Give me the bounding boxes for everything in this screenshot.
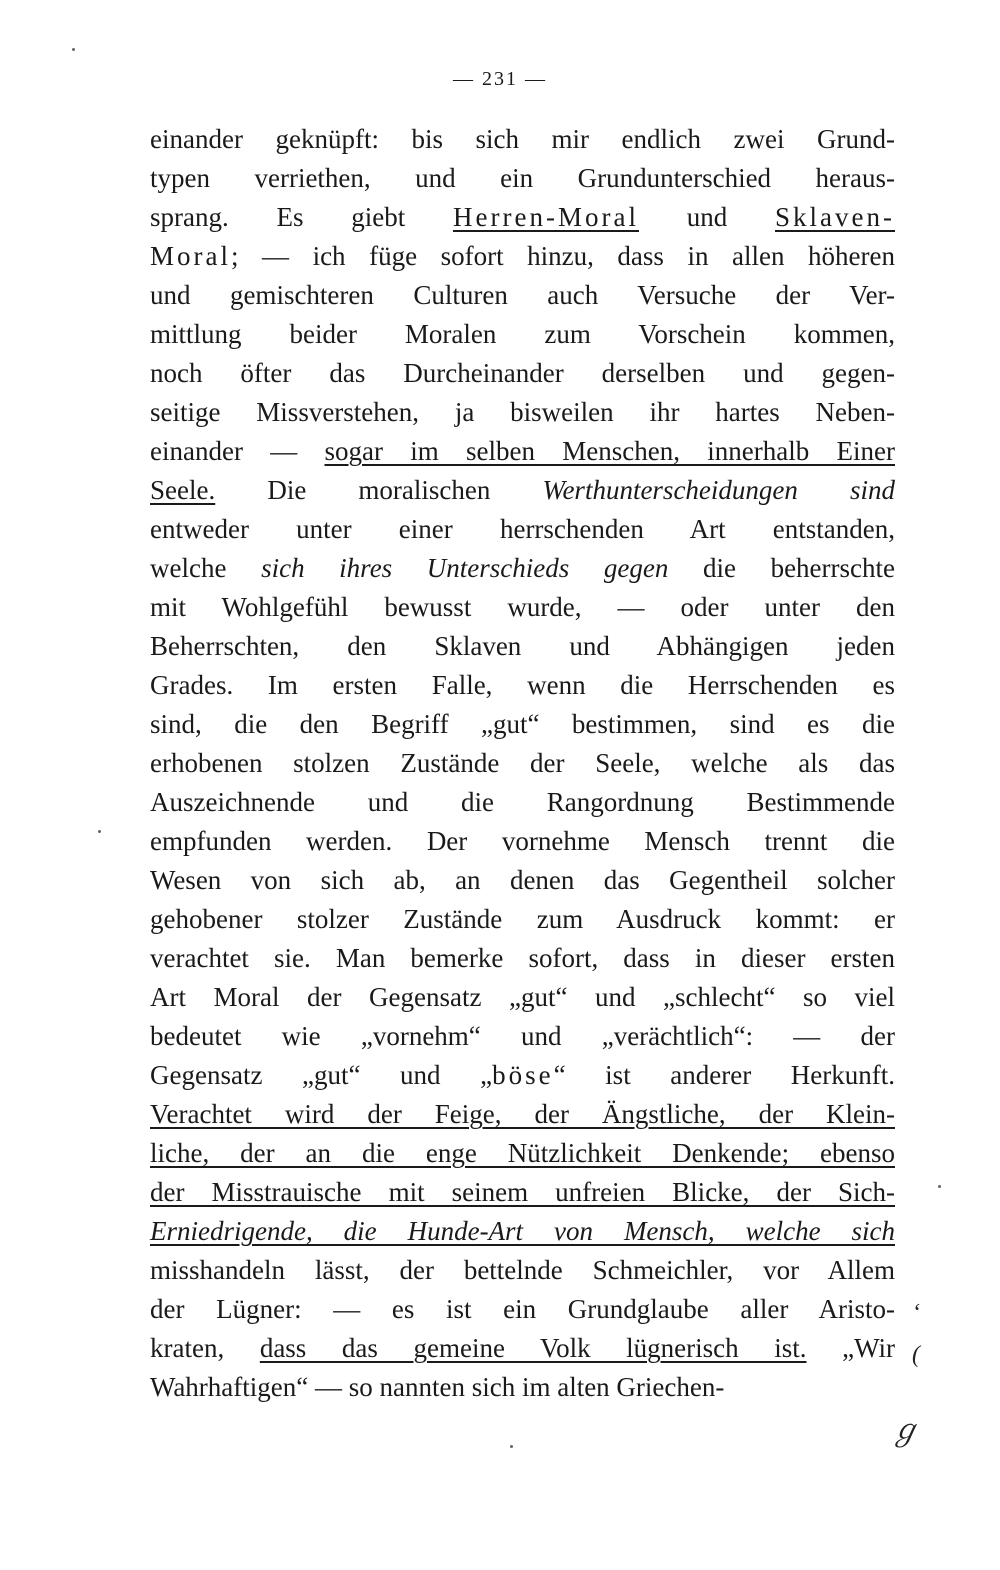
text-line: sprang. Es giebt Herren-Moral und Sklaven-	[150, 202, 895, 232]
text-line: einander geknüpft: bis sich mir endlich zwei Grund-	[150, 124, 895, 154]
text-line: mittlung beider Moralen zum Vorschein kommen,	[150, 319, 895, 349]
text-line: und gemischteren Culturen auch Versuche der Ver-	[150, 280, 895, 310]
text-line: gehobener stolzer Zustände zum Ausdruck kommt: er	[150, 904, 895, 934]
text-line: empfunden werden. Der vornehme Mensch trennt die	[150, 826, 895, 856]
paper-speck	[938, 1185, 941, 1188]
margin-annotation-mark: ‘	[912, 1300, 920, 1326]
body-text	[150, 120, 895, 1407]
text-line: Seele. Die moralischen Werthunterscheidungen sind	[150, 475, 895, 505]
text-line: Wesen von sich ab, an denen das Gegentheil solcher	[150, 865, 895, 895]
text-line: kraten, dass das gemeine Volk lügnerisch ist. „Wir	[150, 1333, 895, 1363]
text-line: Beherrschten, den Sklaven und Abhängigen jeden	[150, 631, 895, 661]
text-line: seitige Missverstehen, ja bisweilen ihr hartes Neben-	[150, 397, 895, 427]
text-line: verachtet sie. Man bemerke sofort, dass in dieser ersten	[150, 943, 895, 973]
text-line: erhobenen stolzen Zustände der Seele, welche als das	[150, 748, 895, 778]
text-line: noch öfter das Durcheinander derselben und gegen-	[150, 358, 895, 388]
text-line: entweder unter einer herrschenden Art entstanden,	[150, 514, 895, 544]
text-line: misshandeln lässt, der bettelnde Schmeichler, vor Allem	[150, 1255, 895, 1285]
text-line: welche sich ihres Unterschieds gegen die beherrschte	[150, 553, 896, 583]
text-line: Moral; — ich füge sofort hinzu, dass in allen höheren	[150, 241, 895, 271]
text-line: Verachtet wird der Feige, der Ängstliche, der Klein-	[150, 1099, 895, 1129]
text-line: Auszeichnende und die Rangordnung Bestimmende	[150, 787, 895, 817]
text-line: Art Moral der Gegensatz „gut“ und „schlecht“ so viel	[150, 982, 895, 1012]
paper-speck	[98, 830, 101, 833]
text-line: Erniedrigende, die Hunde-Art von Mensch, welche sich	[150, 1216, 895, 1246]
text-line: mit Wohlgefühl bewusst wurde, — oder unter den	[150, 592, 895, 622]
margin-annotation-mark: ℊ	[890, 1414, 920, 1447]
text-line: typen verriethen, und ein Grundunterschied heraus-	[150, 163, 895, 193]
text-line: sind, die den Begriff „gut“ bestimmen, sind es die	[150, 709, 895, 739]
text-line: Gegensatz „gut“ und „böse“ ist anderer Herkunft.	[150, 1060, 895, 1090]
margin-annotation-mark: (	[912, 1342, 920, 1368]
page-number: — 231 —	[453, 68, 547, 90]
text-line: liche, der an die enge Nützlichkeit Denkende; ebenso	[150, 1138, 895, 1168]
text-line: Wahrhaftigen“ — so nannten sich im alten Griechen-	[150, 1372, 725, 1402]
paper-speck	[72, 48, 75, 51]
text-line: der Misstrauische mit seinem unfreien Blicke, der Sich-	[150, 1177, 895, 1207]
text-line: Grades. Im ersten Falle, wenn die Herrschenden es	[150, 670, 895, 700]
text-line: bedeutet wie „vornehm“ und „verächtlich“: — der	[150, 1021, 895, 1051]
text-line: einander — sogar im selben Menschen, innerhalb Einer	[150, 436, 895, 466]
text-line: der Lügner: — es ist ein Grundglaube aller Aristo-	[150, 1294, 895, 1324]
paper-speck	[510, 1445, 513, 1448]
